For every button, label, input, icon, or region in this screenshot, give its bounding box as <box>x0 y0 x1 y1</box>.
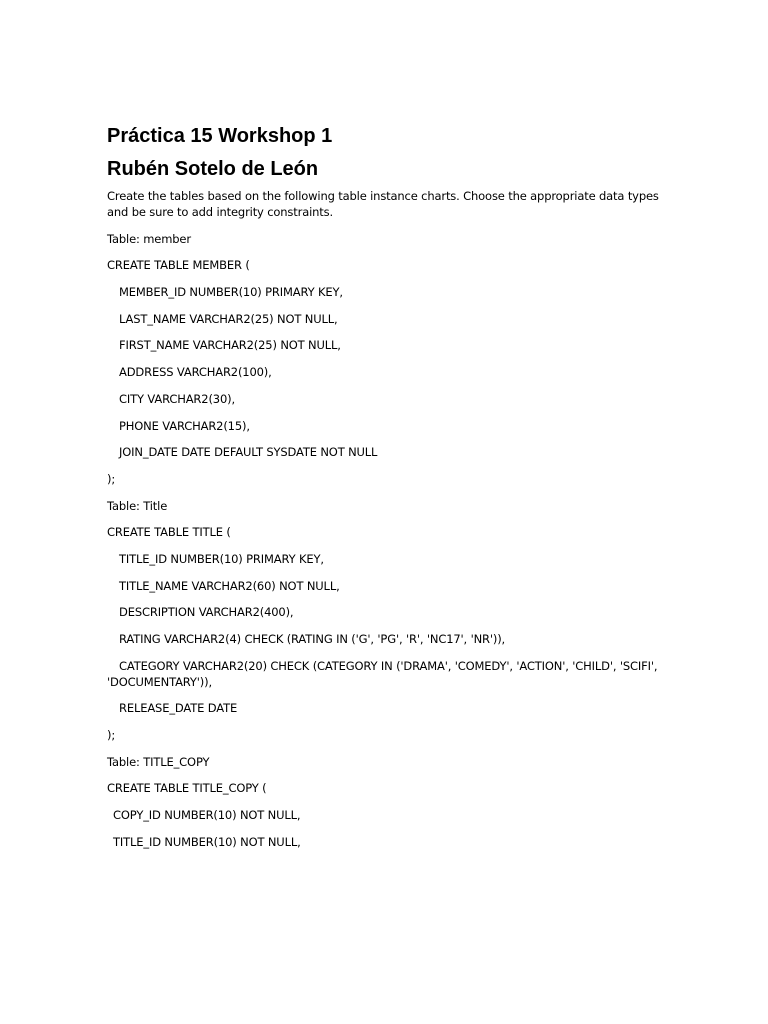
column-definition: TITLE_ID NUMBER(10) PRIMARY KEY, <box>119 551 324 566</box>
column-definition: TITLE_ID NUMBER(10) NOT NULL, <box>113 834 301 849</box>
document-page <box>107 124 667 861</box>
column-definition: RATING VARCHAR2(4) CHECK (RATING IN ('G', 'PG', 'R', 'NC17', 'NR')), <box>119 632 506 646</box>
section-title-copy <box>107 754 667 850</box>
section-label: Table: TITLE_COPY <box>107 754 210 769</box>
close-statement: ); <box>107 471 116 486</box>
column-definition: DESCRIPTION VARCHAR2(400), <box>119 605 294 620</box>
section-label: Table: member <box>107 231 191 246</box>
column-definition: FIRST_NAME VARCHAR2(25) NOT NULL, <box>119 338 341 353</box>
document-title: Práctica 15 Workshop 1 <box>107 125 333 147</box>
column-definition: LAST_NAME VARCHAR2(25) NOT NULL, <box>119 311 338 326</box>
column-definition: ADDRESS VARCHAR2(100), <box>119 365 272 380</box>
create-statement: CREATE TABLE TITLE ( <box>107 525 231 540</box>
column-definition: RELEASE_DATE DATE <box>119 701 238 716</box>
section-label: Table: Title <box>107 498 168 513</box>
create-statement: CREATE TABLE MEMBER ( <box>107 258 250 273</box>
document-author: Rubén Sotelo de León <box>107 158 319 180</box>
column-definition: COPY_ID NUMBER(10) NOT NULL, <box>113 808 301 823</box>
column-definition: MEMBER_ID NUMBER(10) PRIMARY KEY, <box>119 285 343 300</box>
column-definition: CITY VARCHAR2(30), <box>119 391 235 406</box>
section-title <box>107 498 667 744</box>
close-statement: ); <box>107 728 116 743</box>
column-definition: PHONE VARCHAR2(15), <box>119 418 250 433</box>
intro-paragraph: Create the tables based on the following table instance charts. Choose the appropriate data types and be sure to add integrity constraints. <box>107 189 663 219</box>
create-statement: CREATE TABLE TITLE_COPY ( <box>107 781 267 796</box>
column-definition: CATEGORY VARCHAR2(20) CHECK (CATEGORY IN ('DRAMA', 'COMEDY', 'ACTION', 'CHILD', 'SCIFI', 'DOCUMENTARY')), <box>107 658 661 689</box>
column-definition: TITLE_NAME VARCHAR2(60) NOT NULL, <box>119 578 340 593</box>
column-definition: JOIN_DATE DATE DEFAULT SYSDATE NOT NULL <box>119 445 378 460</box>
section-member <box>107 231 667 487</box>
